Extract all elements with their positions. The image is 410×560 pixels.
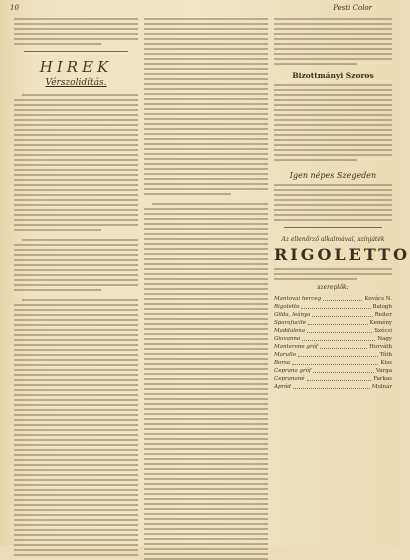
cast-row	[274, 383, 392, 391]
cast-role: Cepranoné	[274, 376, 305, 382]
section-title: HIREK	[39, 58, 113, 76]
column-left	[14, 18, 138, 542]
cast-row	[274, 335, 392, 343]
cast-role: Borsa	[274, 360, 291, 366]
cast-name: Farkas	[373, 376, 392, 382]
cast-name: Szécsi	[374, 328, 392, 334]
cast-name: Reiter	[374, 312, 392, 318]
cast-row	[274, 319, 392, 327]
cast-role: Rigoletto	[274, 304, 300, 310]
cast-row	[274, 311, 392, 319]
cast-role: Monterone gróf	[274, 344, 318, 350]
cast-name: Varga	[375, 368, 392, 374]
page-header	[10, 4, 390, 16]
cast-row	[274, 351, 392, 359]
cast-role: Sparafucile	[274, 320, 306, 326]
cast-name: Kiss	[380, 360, 392, 366]
cast-name: Tóth	[379, 352, 392, 358]
cast-name: Kovács N.	[364, 296, 392, 302]
cast-role: Marullo	[274, 352, 296, 358]
section-heading: Bizottmányi Szoros	[292, 71, 374, 80]
cast-heading: szereplők:	[317, 284, 349, 291]
cast-list	[274, 295, 392, 391]
column-middle	[144, 18, 268, 542]
column-right	[274, 18, 410, 542]
section-heading: Igen népes Szegeden	[289, 171, 377, 180]
running-title: Pesti Color	[333, 4, 372, 12]
cast-name: Kemény	[369, 320, 392, 326]
divider	[24, 51, 128, 52]
cast-row	[274, 343, 392, 351]
article-title: Vérszolidítás.	[45, 78, 107, 88]
cast-row	[274, 367, 392, 375]
cast-name: Horváth	[369, 344, 392, 350]
event-intro: Az ellenőrző alkalmával, színjáték	[281, 236, 385, 243]
cast-row	[274, 327, 392, 335]
cast-row	[274, 359, 392, 367]
cast-row	[274, 375, 392, 383]
cast-role: Gilda, leánya	[274, 312, 311, 318]
cast-row	[274, 303, 392, 311]
cast-role: Mantovai herceg	[274, 296, 322, 302]
cast-name: Nagy	[377, 336, 392, 342]
cast-name: Balogh	[372, 304, 392, 310]
page-number: 10	[10, 4, 19, 12]
cast-role: Ceprano gróf	[274, 368, 311, 374]
event-title: RIGOLETTO	[274, 245, 410, 264]
divider	[284, 227, 382, 228]
cast-row	[274, 295, 392, 303]
cast-role: Maddalena	[274, 328, 306, 334]
cast-role: Giovanna	[274, 336, 301, 342]
cast-name: Molnár	[371, 384, 392, 390]
cast-role: Apród	[274, 384, 291, 390]
